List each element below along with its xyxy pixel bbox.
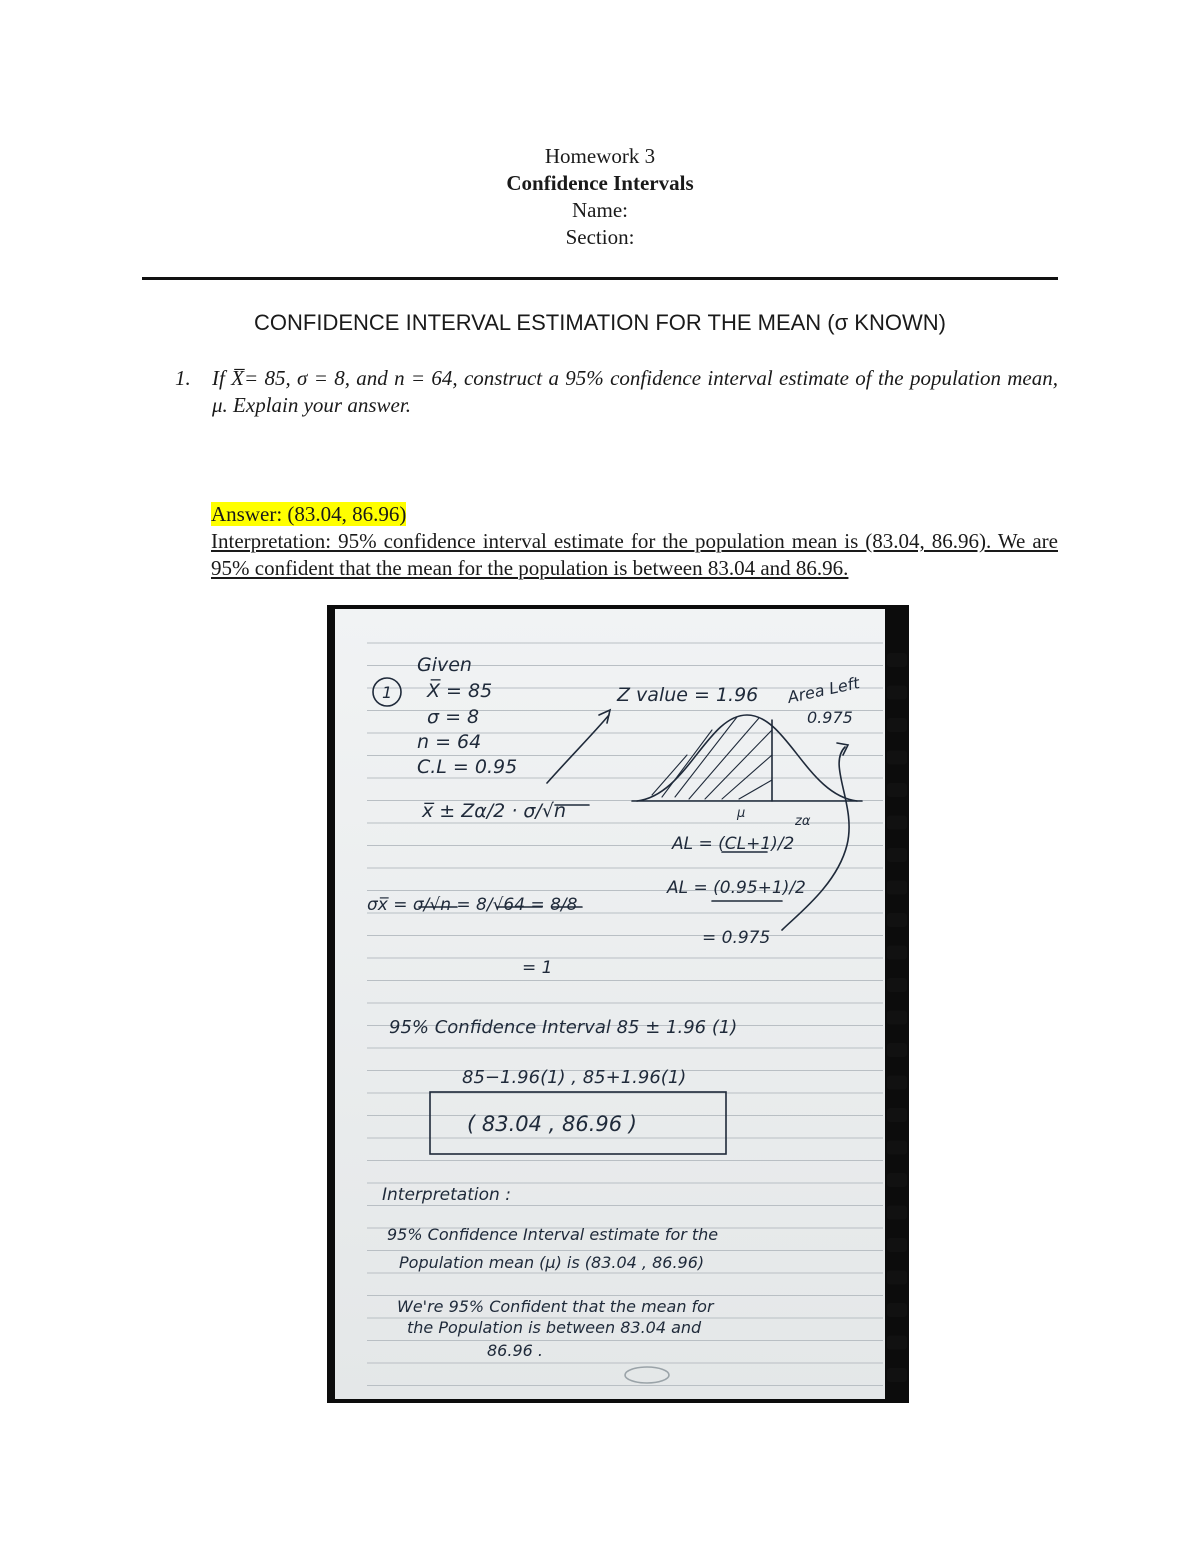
spiral-ring [887, 848, 907, 862]
hw-xbar: X̅ = 85 [427, 680, 493, 702]
hw-interp-4: the Population is between 83.04 and [407, 1318, 702, 1337]
hw-sigma-x: σx̅ = σ/√n = 8/√64 = 8/8 [367, 895, 578, 915]
hw-circled-num: 1 [382, 683, 393, 702]
spiral-ring [887, 653, 907, 667]
question-1 [175, 365, 1058, 419]
spiral-ring [887, 881, 907, 895]
question-number: 1. [175, 366, 191, 390]
hw-ci-result: ( 83.04 , 86.96 ) [467, 1112, 637, 1136]
spiral-ring [887, 1141, 907, 1155]
spiral-ring [887, 686, 907, 700]
spiral-ring [887, 1271, 907, 1285]
section-title: CONFIDENCE INTERVAL ESTIMATION FOR THE MEAN (σ KNOWN) [254, 310, 946, 335]
hw-z-alpha: zα [795, 814, 811, 829]
hw-cl: C.L = 0.95 [417, 756, 518, 778]
spiral-ring [887, 1173, 907, 1187]
hw-ci-split: 85−1.96(1) , 85+1.96(1) [462, 1067, 687, 1088]
hw-al-result: = 0.975 [702, 928, 771, 948]
section-label: Section: [565, 225, 635, 249]
header-divider [142, 277, 1058, 280]
hw-al-formula: AL = (CL+1)/2 [672, 834, 795, 854]
hw-z-value: Z value = 1.96 [617, 684, 759, 706]
spiral-ring [887, 783, 907, 797]
spiral-ring [887, 816, 907, 830]
handwritten-notebook-photo [327, 605, 909, 1403]
hw-given: Given [417, 654, 472, 676]
assignment-title: Homework 3 [544, 144, 656, 168]
spiral-ring [887, 1303, 907, 1317]
spiral-ring [887, 1368, 907, 1382]
hw-equals-one: = 1 [522, 958, 553, 978]
document-header [0, 143, 1200, 251]
hw-n: n = 64 [417, 731, 482, 753]
hw-interp-5: 86.96 . [487, 1341, 543, 1360]
spiral-ring [887, 1108, 907, 1122]
spiral-ring [887, 1238, 907, 1252]
spiral-ring [887, 1011, 907, 1025]
hw-al-sub: AL = (0.95+1)/2 [667, 878, 806, 898]
interpretation-text: Interpretation: 95% confidence interval estimate for the population mean is (83.04, 86.96). We are 95% confident that the mean for the population is between 83.04 and 86.96. [211, 529, 1058, 580]
spiral-ring [887, 1206, 907, 1220]
hw-interp-1: 95% Confidence Interval estimate for the [387, 1225, 719, 1244]
spiral-ring [887, 1043, 907, 1057]
spiral-ring [887, 1336, 907, 1350]
hw-formula: x̅ ± Zα/2 · σ/√n [422, 800, 566, 822]
hw-area-left: Area Left [785, 673, 862, 707]
hw-mu: μ [737, 806, 746, 821]
hw-interp-title: Interpretation : [382, 1185, 511, 1205]
spiral-ring [887, 978, 907, 992]
hw-ci-line: 95% Confidence Interval 85 ± 1.96 (1) [389, 1017, 738, 1038]
notebook-page [335, 609, 885, 1399]
answer-label: Answer: (83.04, 86.96) [211, 502, 407, 526]
spiral-ring [887, 946, 907, 960]
hw-area-value: 0.975 [807, 708, 853, 727]
spiral-ring [887, 1076, 907, 1090]
notebook-svg [327, 605, 909, 1403]
spiral-ring [887, 718, 907, 732]
spiral-ring [887, 913, 907, 927]
course-topic: Confidence Intervals [506, 171, 694, 195]
spiral-ring [887, 751, 907, 765]
hw-interp-2: Population mean (μ) is (83.04 , 86.96) [399, 1253, 705, 1272]
answer-block [211, 501, 1058, 582]
name-label: Name: [572, 198, 628, 222]
hw-interp-3: We're 95% Confident that the mean for [397, 1297, 714, 1316]
hw-sigma: σ = 8 [427, 706, 480, 728]
question-text: If X̅= 85, σ = 8, and n = 64, construct a 95% confidence interval estimate of the population mean, μ. Explain your answer. [212, 366, 1058, 417]
